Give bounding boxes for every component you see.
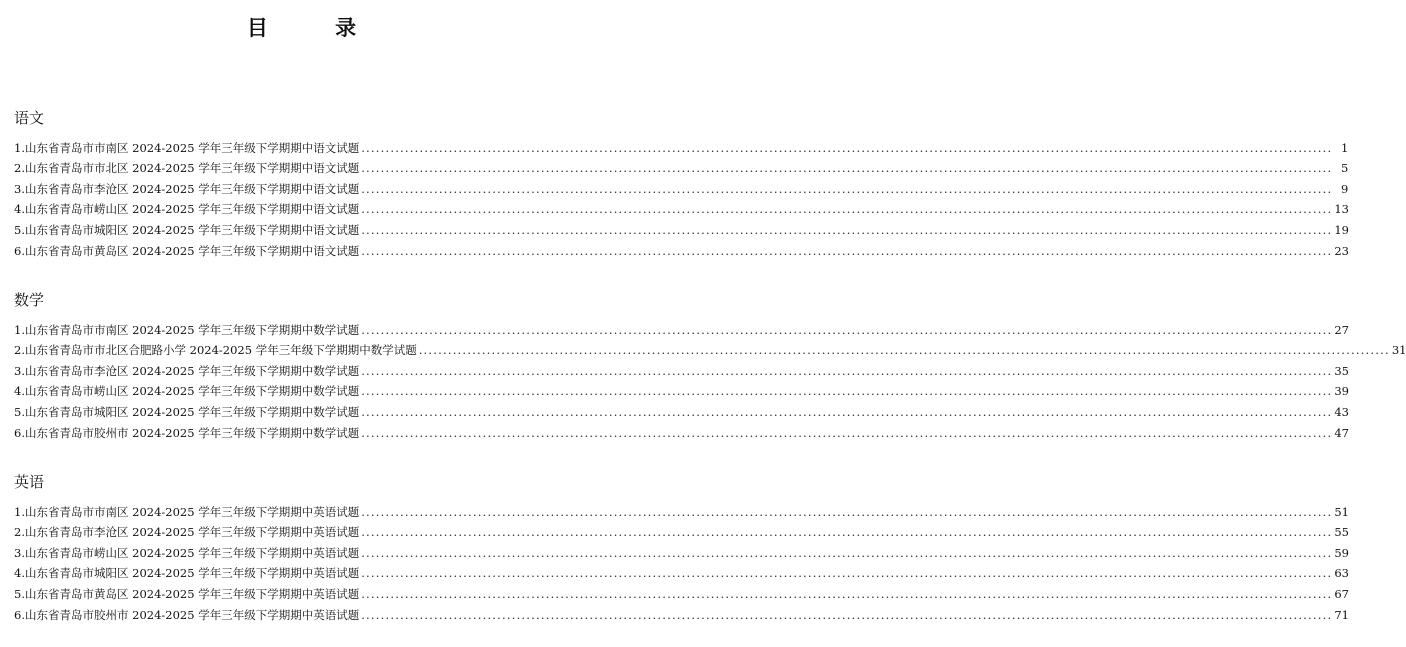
toc-entry-title: 5.山东省青岛市城阳区 2024-2025 学年三年级下学期期中数学试题 xyxy=(14,404,360,419)
toc-entry[interactable] xyxy=(14,398,1349,419)
toc-entries xyxy=(14,316,1406,440)
dot-leader: ........................................................................................................................................................................................................ xyxy=(361,363,1333,378)
section-heading: 英语 xyxy=(14,473,45,491)
toc-entry-title: 2.山东省青岛市市北区合肥路小学 2024-2025 学年三年级下学期期中数学试题 xyxy=(14,343,417,358)
dot-leader: ........................................................................................................................................................................................................ xyxy=(418,343,1390,358)
toc-entry[interactable] xyxy=(14,134,1349,155)
dot-leader: ........................................................................................................................................................................................................ xyxy=(361,202,1333,217)
page-title: 目 录 xyxy=(246,15,387,40)
toc-entry-page-number: 35 xyxy=(1334,363,1349,378)
dot-leader: ........................................................................................................................................................................................................ xyxy=(361,181,1333,196)
toc-entry-page-number: 63 xyxy=(1334,566,1349,581)
toc-entries xyxy=(14,134,1349,258)
section-math xyxy=(14,290,1406,440)
toc-entry-title: 6.山东省青岛市胶州市 2024-2025 学年三年级下学期期中英语试题 xyxy=(14,607,360,622)
toc-entry-title: 5.山东省青岛市黄岛区 2024-2025 学年三年级下学期期中英语试题 xyxy=(14,586,360,601)
toc-entry-page-number: 71 xyxy=(1334,607,1349,622)
toc-entry-title: 4.山东省青岛市崂山区 2024-2025 学年三年级下学期期中语文试题 xyxy=(14,202,360,217)
toc-entry[interactable] xyxy=(14,216,1349,237)
toc-entry-page-number: 23 xyxy=(1334,243,1349,258)
toc-entry[interactable] xyxy=(14,316,1349,337)
toc-entry-title: 1.山东省青岛市市南区 2024-2025 学年三年级下学期期中英语试题 xyxy=(14,504,360,519)
toc-entry[interactable] xyxy=(14,519,1349,540)
dot-leader: ........................................................................................................................................................................................................ xyxy=(361,322,1333,337)
dot-leader: ........................................................................................................................................................................................................ xyxy=(361,222,1333,237)
toc-entry-page-number: 27 xyxy=(1334,322,1349,337)
dot-leader: ........................................................................................................................................................................................................ xyxy=(361,566,1333,581)
toc-entry-title: 3.山东省青岛市李沧区 2024-2025 学年三年级下学期期中数学试题 xyxy=(14,363,360,378)
toc-entry[interactable] xyxy=(14,580,1349,601)
toc-entry[interactable] xyxy=(14,357,1349,378)
dot-leader: ........................................................................................................................................................................................................ xyxy=(361,545,1333,560)
dot-leader: ........................................................................................................................................................................................................ xyxy=(361,243,1333,258)
toc-entry[interactable] xyxy=(14,155,1349,176)
toc-entry-page-number: 13 xyxy=(1334,202,1349,217)
toc-entry-title: 6.山东省青岛市胶州市 2024-2025 学年三年级下学期期中数学试题 xyxy=(14,425,360,440)
toc-entry-page-number: 67 xyxy=(1334,586,1349,601)
toc-entry-page-number: 5 xyxy=(1340,161,1349,176)
toc-entry[interactable] xyxy=(14,378,1349,399)
toc-entry-title: 4.山东省青岛市崂山区 2024-2025 学年三年级下学期期中数学试题 xyxy=(14,384,360,399)
toc-entry-page-number: 55 xyxy=(1334,525,1349,540)
toc-entry-title: 2.山东省青岛市市北区 2024-2025 学年三年级下学期期中语文试题 xyxy=(14,161,360,176)
toc-entry-page-number: 43 xyxy=(1334,404,1349,419)
dot-leader: ........................................................................................................................................................................................................ xyxy=(361,161,1333,176)
toc-entry-page-number: 59 xyxy=(1334,545,1349,560)
toc-entry-title: 1.山东省青岛市市南区 2024-2025 学年三年级下学期期中语文试题 xyxy=(14,140,360,155)
toc-entry-page-number: 9 xyxy=(1340,181,1349,196)
dot-leader: ........................................................................................................................................................................................................ xyxy=(361,607,1333,622)
toc-entry-title: 2.山东省青岛市李沧区 2024-2025 学年三年级下学期期中英语试题 xyxy=(14,525,360,540)
toc-entry[interactable] xyxy=(14,419,1349,440)
toc-entry-page-number: 31 xyxy=(1391,343,1406,358)
section-heading: 语文 xyxy=(14,109,45,127)
toc-entry[interactable] xyxy=(14,560,1349,581)
dot-leader: ........................................................................................................................................................................................................ xyxy=(361,384,1333,399)
toc-entry-title: 1.山东省青岛市市南区 2024-2025 学年三年级下学期期中数学试题 xyxy=(14,322,360,337)
toc-entry[interactable] xyxy=(14,498,1349,519)
toc-entry-page-number: 51 xyxy=(1334,504,1349,519)
toc-entry-title: 6.山东省青岛市黄岛区 2024-2025 学年三年级下学期期中语文试题 xyxy=(14,243,360,258)
section-chinese xyxy=(14,108,1349,258)
toc-entry-page-number: 1 xyxy=(1340,140,1349,155)
toc-entry[interactable] xyxy=(14,601,1349,622)
toc-entry[interactable] xyxy=(14,539,1349,560)
toc-entries xyxy=(14,498,1349,622)
toc-entry-title: 3.山东省青岛市李沧区 2024-2025 学年三年级下学期期中语文试题 xyxy=(14,181,360,196)
toc-entry-title: 5.山东省青岛市城阳区 2024-2025 学年三年级下学期期中语文试题 xyxy=(14,222,360,237)
toc-entry-page-number: 19 xyxy=(1334,222,1349,237)
toc-entry-title: 4.山东省青岛市城阳区 2024-2025 学年三年级下学期期中英语试题 xyxy=(14,566,360,581)
toc-entry-page-number: 39 xyxy=(1334,384,1349,399)
dot-leader: ........................................................................................................................................................................................................ xyxy=(361,425,1333,440)
section-english xyxy=(14,472,1349,622)
toc-entry[interactable] xyxy=(14,196,1349,217)
toc-entry[interactable] xyxy=(14,175,1349,196)
dot-leader: ........................................................................................................................................................................................................ xyxy=(361,140,1333,155)
toc-entry[interactable] xyxy=(14,237,1349,258)
toc-entry-page-number: 47 xyxy=(1334,425,1349,440)
toc-entry[interactable] xyxy=(14,337,1406,358)
dot-leader: ........................................................................................................................................................................................................ xyxy=(361,586,1333,601)
dot-leader: ........................................................................................................................................................................................................ xyxy=(361,504,1333,519)
dot-leader: ........................................................................................................................................................................................................ xyxy=(361,525,1333,540)
toc-entry-title: 3.山东省青岛市崂山区 2024-2025 学年三年级下学期期中英语试题 xyxy=(14,545,360,560)
section-heading: 数学 xyxy=(14,291,45,309)
dot-leader: ........................................................................................................................................................................................................ xyxy=(361,404,1333,419)
